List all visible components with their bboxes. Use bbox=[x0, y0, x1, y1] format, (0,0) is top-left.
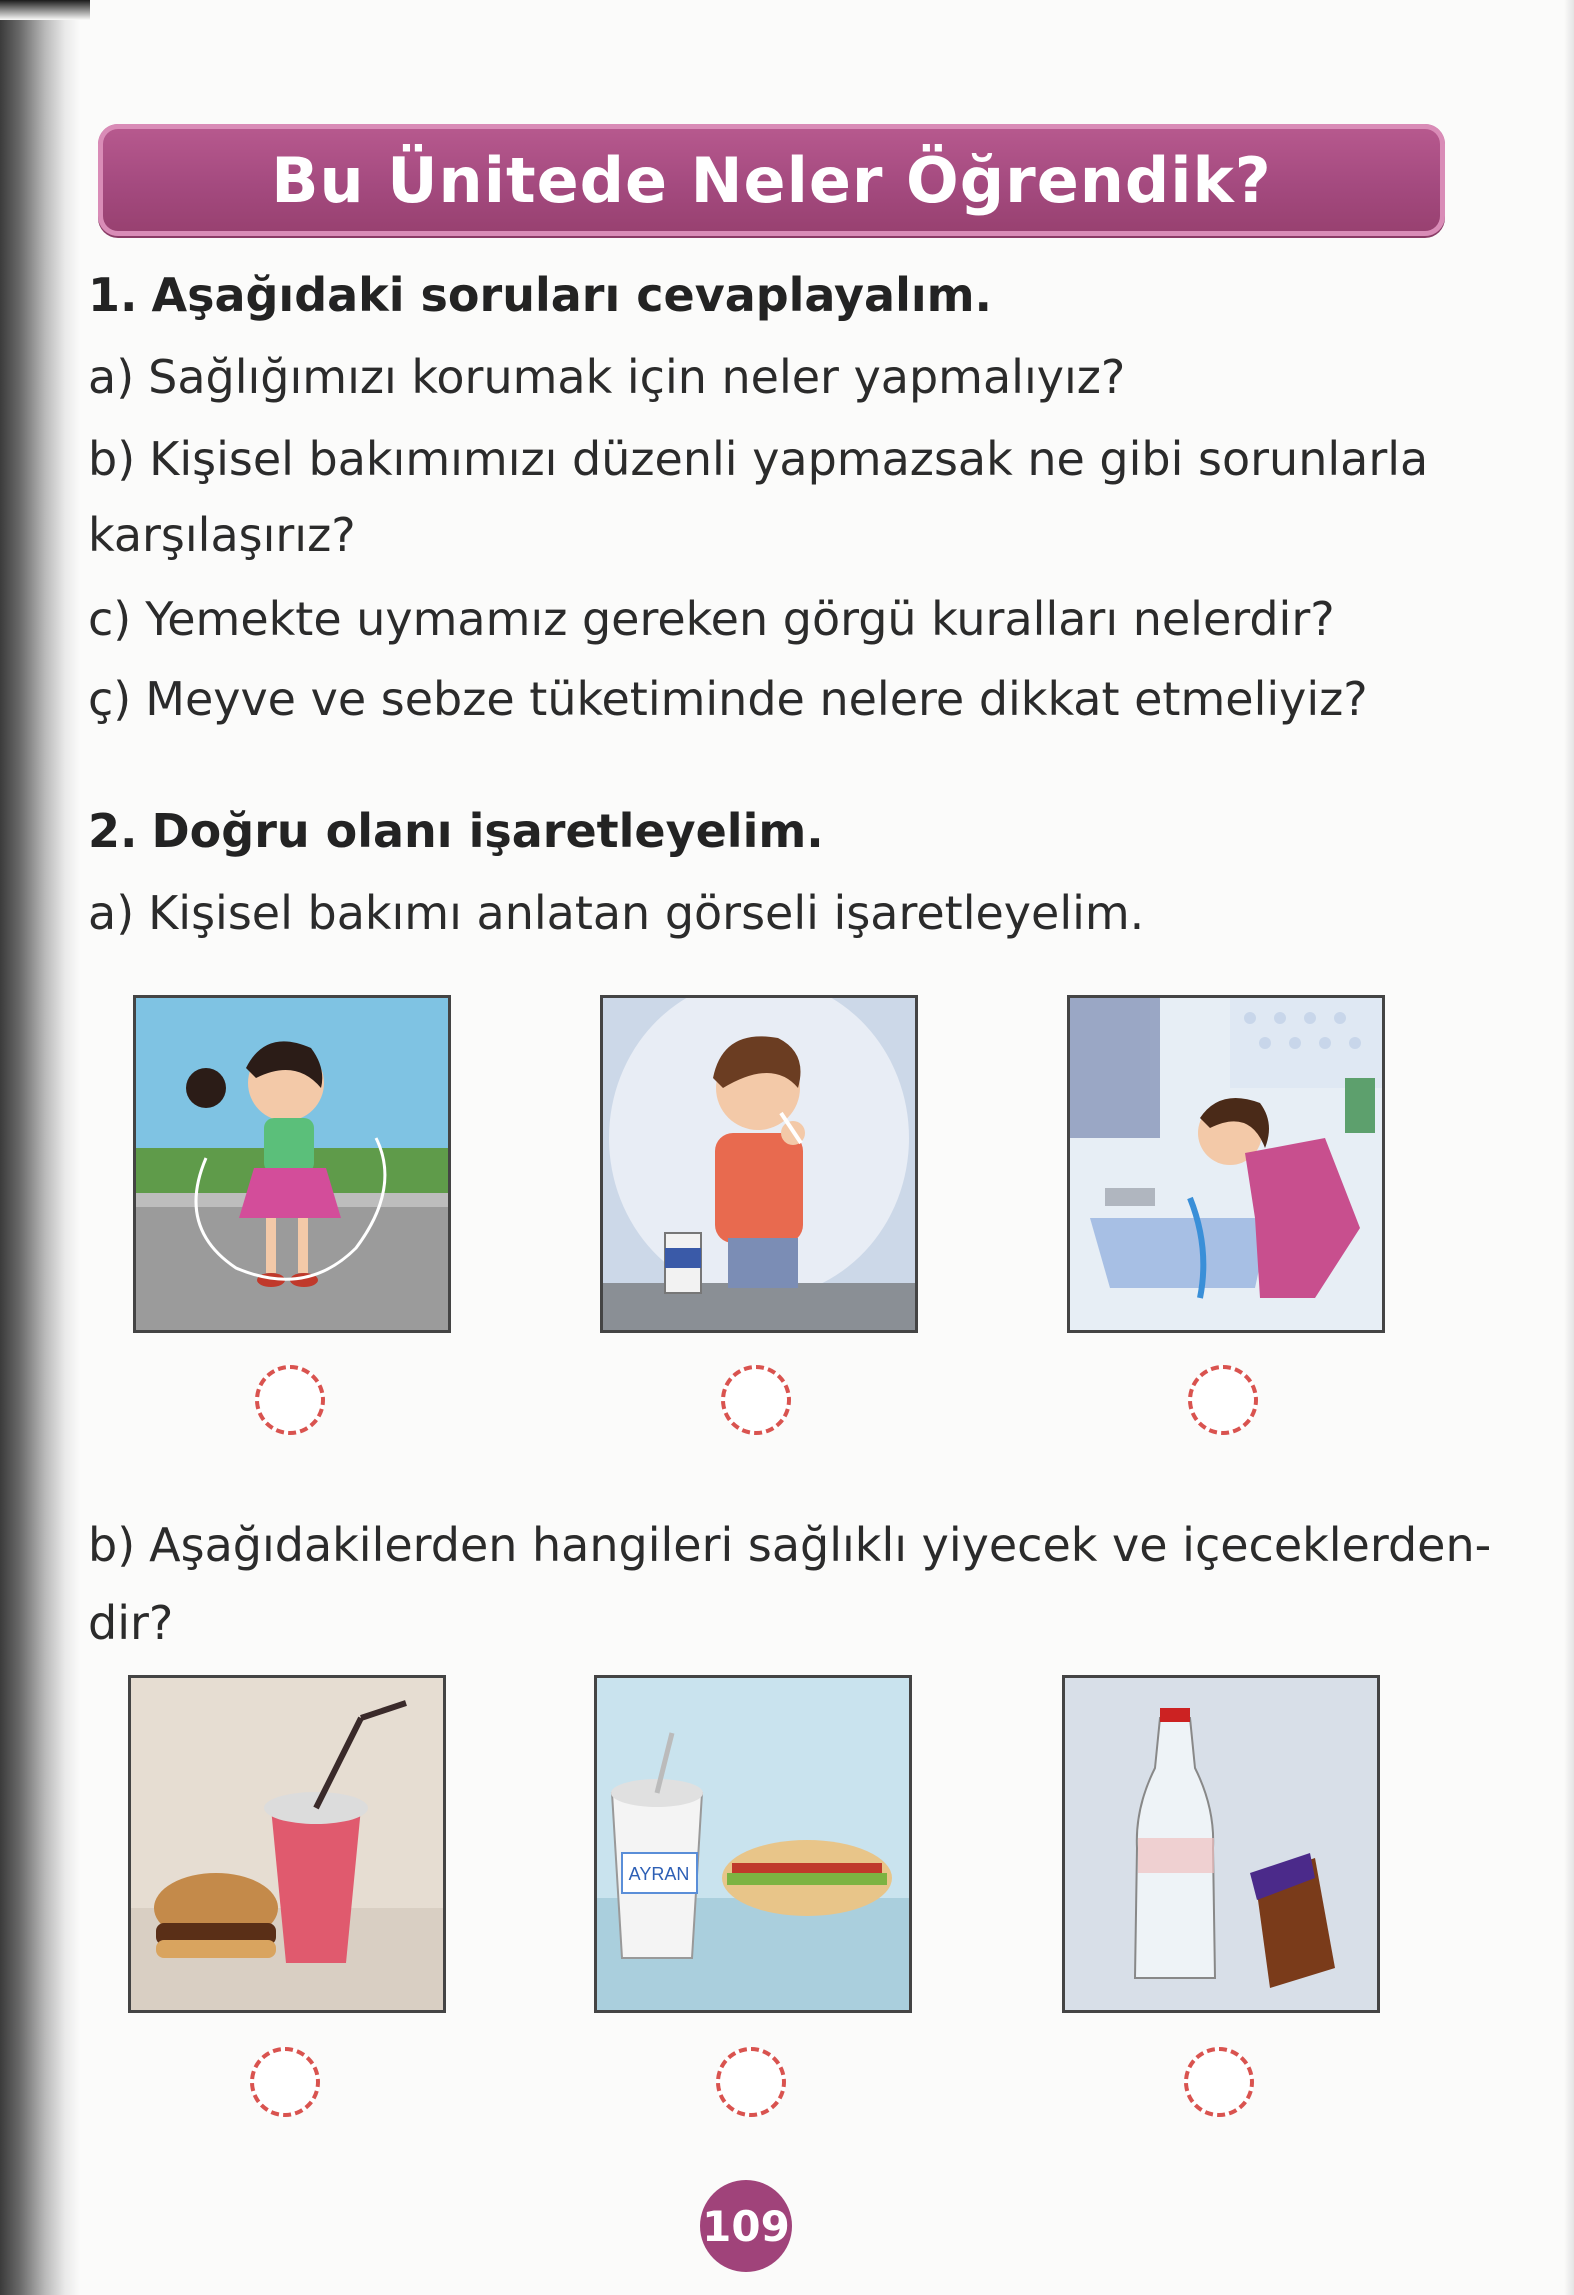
page-right-edge bbox=[1564, 0, 1574, 2295]
section-2-heading bbox=[88, 804, 824, 858]
answer-circle-a2[interactable] bbox=[721, 1365, 791, 1435]
part-b-continuation: dir? bbox=[88, 1596, 174, 1650]
answer-circle-a3[interactable] bbox=[1188, 1365, 1258, 1435]
question-c bbox=[88, 592, 1335, 646]
title-banner bbox=[98, 124, 1445, 236]
question-cedilla bbox=[88, 672, 1368, 726]
ayran-and-sandwich-image bbox=[594, 1675, 912, 2013]
book-spine-shadow bbox=[0, 0, 80, 2295]
part-text: Kişisel bakımı anlatan görseli işaretleyelim. bbox=[148, 886, 1145, 940]
section-2-number: 2. bbox=[88, 804, 138, 858]
question-marker: a) bbox=[88, 350, 135, 404]
burger-and-soda-image bbox=[128, 1675, 446, 2013]
section-1-heading-text: Aşağıdaki soruları cevaplayalım. bbox=[151, 268, 993, 322]
answer-circle-b1[interactable] bbox=[250, 2047, 320, 2117]
question-a bbox=[88, 350, 1125, 404]
question-marker: ç) bbox=[88, 672, 132, 726]
answer-circle-b3[interactable] bbox=[1184, 2047, 1254, 2117]
answer-circle-a1[interactable] bbox=[255, 1365, 325, 1435]
page-number: 109 bbox=[702, 2201, 790, 2251]
girl-washing-face-image bbox=[1067, 995, 1385, 1333]
section-1-heading bbox=[88, 268, 992, 322]
page-top-shadow bbox=[0, 0, 90, 20]
question-b-continuation: karşılaşırız? bbox=[88, 508, 356, 562]
answer-circle-b2[interactable] bbox=[716, 2047, 786, 2117]
question-text: Meyve ve sebze tüketiminde nelere dikkat etmeliyiz? bbox=[145, 672, 1368, 726]
cola-bottle-and-chocolate-image bbox=[1062, 1675, 1380, 2013]
page-number-badge bbox=[700, 2180, 792, 2272]
part-marker: b) bbox=[88, 1518, 136, 1572]
question-text: Sağlığımızı korumak için neler yapmalıyız? bbox=[148, 350, 1126, 404]
question-text: Yemekte uymamız gereken görgü kuralları nelerdir? bbox=[145, 592, 1335, 646]
ayran-label: AYRAN bbox=[628, 1864, 690, 1884]
section-1-number: 1. bbox=[88, 268, 138, 322]
part-text: Aşağıdakilerden hangileri sağlıklı yiyecek ve içeceklerden- bbox=[149, 1518, 1492, 1572]
part-b-instruction bbox=[88, 1518, 1491, 1572]
question-text: Kişisel bakımımızı düzenli yapmazsak ne gibi sorunlarla bbox=[149, 432, 1429, 486]
question-marker: b) bbox=[88, 432, 136, 486]
girl-jumping-rope-image bbox=[133, 995, 451, 1333]
question-b bbox=[88, 432, 1428, 486]
page-title: Bu Ünitede Neler Öğrendik? bbox=[271, 143, 1272, 217]
question-marker: c) bbox=[88, 592, 132, 646]
part-marker: a) bbox=[88, 886, 135, 940]
part-a-instruction bbox=[88, 886, 1144, 940]
section-2-heading-text: Doğru olanı işaretleyelim. bbox=[151, 804, 824, 858]
boy-drinking-milk-image bbox=[600, 995, 918, 1333]
